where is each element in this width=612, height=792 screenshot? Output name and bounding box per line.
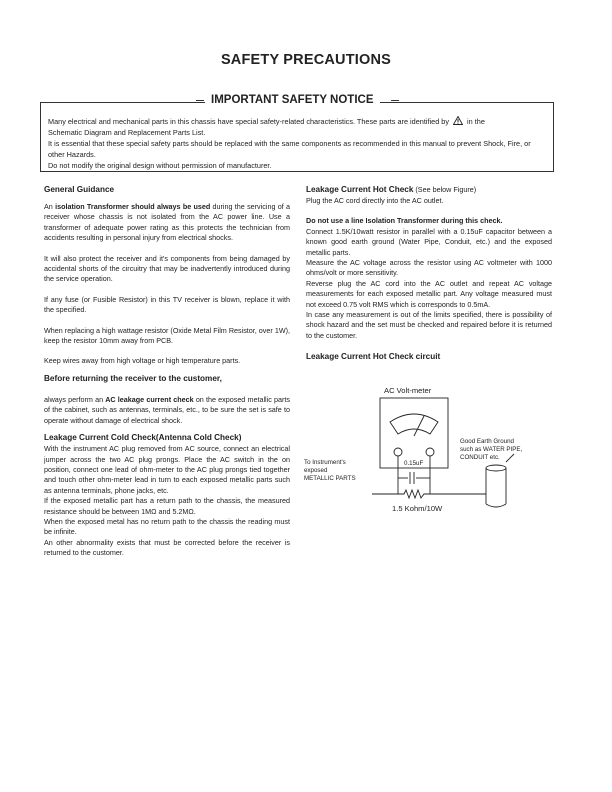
general-guidance-heading: General Guidance [44, 185, 115, 194]
paragraph-cold-1: With the instrument AC plug removed from AC source, connect an electrical jumper across the two AC plug prongs. Place the AC switch in the on position, connect one lead of ohm-meter to the AC plug prongs tied together and touch other ohm-meter lead in turn to each exposed metallic parts such as antenna terminals, phone jacks, etc. [44, 444, 290, 495]
hot-check-circuit-diagram [300, 382, 552, 522]
paragraph-cold-4: An other abnormality exists that must be corrected before the receiver is returned to the customer. [44, 537, 290, 558]
notice-line-3: It is essential that these special safety parts should be replaced with the same components as recommended in this manual to prevent Shock, Fire, or other Hazards. [48, 139, 531, 160]
voltmeter-label: AC Volt-meter [384, 386, 432, 395]
p6-post: on the exposed metallic parts of the cabinet, such as antennas, terminals, etc., to be sure the set is safe to operate without damage of electrical shock. [44, 394, 290, 425]
paragraph-ac-check [44, 395, 290, 426]
meter-needle [414, 416, 424, 436]
notice-rule-right [391, 100, 399, 101]
right-column [306, 184, 552, 363]
voltmeter-box [380, 398, 448, 468]
ground-pipe-top [486, 465, 506, 471]
paragraph-hot-4: Measure the AC voltage across the resistor using AC voltmeter with 1000 ohms/volt or more sensitivity. [306, 258, 552, 278]
left-label-2: exposed [304, 467, 328, 474]
right-label-1: Good Earth Ground [460, 438, 515, 445]
meter-scale-arc [390, 414, 438, 434]
warning-triangle-icon [453, 116, 463, 125]
notice-line-1b: in the [467, 117, 485, 126]
hot-check-note: (See below Figure) [415, 185, 477, 194]
paragraph-isolation [44, 202, 290, 244]
paragraph-hot-6: In case any measurement is out of the limits specified, there is possibility of shock hazard and the set must be checked and repaired before it is returned to the customer. [306, 310, 552, 340]
notice-heading: IMPORTANT SAFETY NOTICE [205, 92, 380, 108]
paragraph-hot-2 [306, 216, 552, 226]
hot-warning: Do not use a line Isolation Transformer during this check. [306, 216, 503, 226]
page-title: SAFETY PRECAUTIONS [220, 52, 392, 68]
notice-text [48, 116, 548, 171]
left-label-1: To Instrument's [304, 459, 346, 466]
paragraph-hot-3: Connect 1.5K/10watt resistor in parallel with a 0.15uF capacitor between a known good earth ground (Water Pipe, Conduit, etc.) and the exposed metallic parts. [306, 226, 552, 257]
capacitor-label: 0.15uF [404, 460, 424, 467]
before-returning-heading: Before returning the receiver to the customer, [44, 373, 222, 383]
p1-pre: An [44, 202, 53, 211]
paragraph-cold-3: When the exposed metal has no return path to the chassis the reading must be infinite. [44, 516, 290, 537]
p6-bold: AC leakage current check [105, 394, 194, 404]
paragraph-protect: It will also protect the receiver and it's components from being damaged by accidental shorts of the circuitry that may be inadvertently introduced during the service operation. [44, 253, 290, 284]
terminal-left [394, 448, 402, 456]
p1-bold: isolation Transformer should always be used [55, 202, 211, 211]
right-label-2: such as WATER PIPE, [460, 446, 523, 453]
paragraph-resistor: When replacing a high wattage resistor (Oxide Metal Film Resistor, over 1W), keep the resistor 10mm away from PCB. [44, 325, 290, 346]
resistor-zigzag [398, 490, 430, 498]
right-label-3: CONDUIT etc. [460, 454, 500, 461]
left-column [44, 184, 290, 559]
circuit-heading: Leakage Current Hot Check circuit [306, 352, 441, 362]
paragraph-fuse: If any fuse (or Fusible Resistor) in this TV receiver is blown, replace it with the specified. [44, 294, 290, 315]
notice-line-4: Do not modify the original design without permission of manufacturer. [48, 161, 272, 171]
notice-line-2: Schematic Diagram and Replacement Parts List. [48, 128, 206, 138]
paragraph-hot-5: Reverse plug the AC cord into the AC outlet and repeat AC voltage measurements for each exposed metallic part. Any voltage measured must not exceed 0.75 volt RMS which is corresponds to 0.5mA. [306, 278, 552, 309]
notice-line-1a: Many electrical and mechanical parts in this chassis have special safety-related characteristics. These parts are identified by [48, 117, 449, 126]
notice-rule-left [196, 100, 204, 101]
cold-check-heading: Leakage Current Cold Check(Antenna Cold Check) [44, 433, 242, 443]
hot-check-heading: Leakage Current Hot Check [306, 185, 414, 194]
p6-pre: always perform an [44, 394, 104, 404]
left-label-3: METALLIC PARTS [304, 475, 356, 482]
paragraph-hot-1: Plug the AC cord directly into the AC outlet. [306, 196, 444, 205]
p1-post: during the servicing of a receiver whose chassis is not isolated from the AC power line. Use a transformer of adequate power rating as this protects the technician from accidents resulting in personal injury from electrical shocks. [44, 202, 290, 243]
resistor-label: 1.5 Kohm/10W [392, 504, 443, 513]
paragraph-cold-2: If the exposed metallic part has a return path to the chassis, the measured resistance should be between 1MΩ and 5.2MΩ. [44, 496, 290, 516]
terminal-right [426, 448, 434, 456]
paragraph-wires: Keep wires away from high voltage or high temperature parts. [44, 356, 241, 366]
